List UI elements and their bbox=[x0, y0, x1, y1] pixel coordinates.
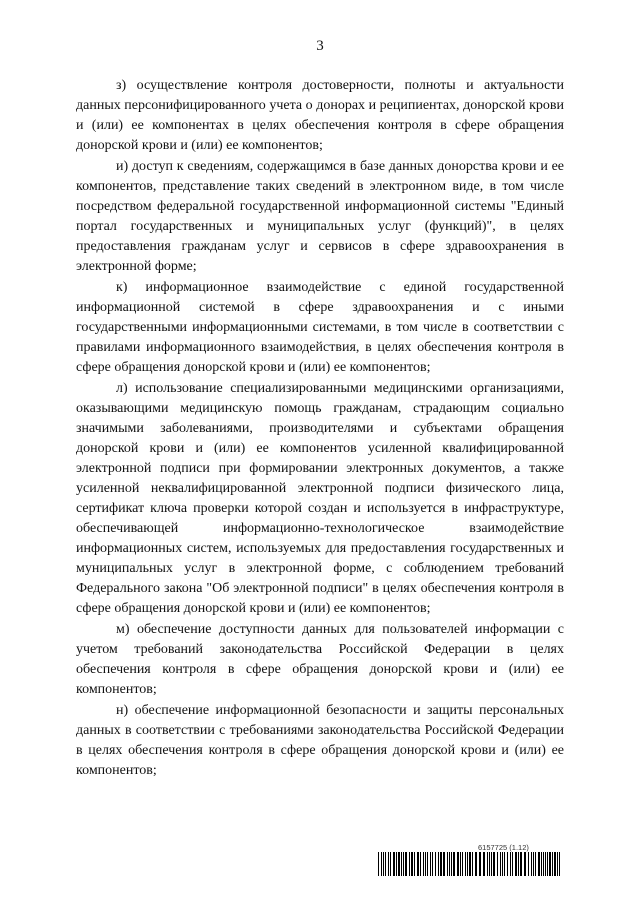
document-body bbox=[76, 76, 564, 782]
paragraph-i: и) доступ к сведениям, содержащимся в базе данных донорства крови и ее компонентов, представление таких сведений в электронном виде, в том числе посредством федеральной государственной информационной системы "Единый портал государственных и муниципальных услуг (функций)", в целях предоставления гражданам услуг и сервисов в сфере здравоохранения в электронной форме; bbox=[76, 159, 564, 274]
document-code: 6157725 (1.12) bbox=[478, 843, 529, 852]
paragraph-m: м) обеспечение доступности данных для пользователей информации с учетом требований законодательства Российской Федерации в целях обеспечения контроля в сфере обращения донорской крови и (или) ее компонентов; bbox=[76, 622, 564, 697]
page-number: 3 bbox=[316, 38, 324, 54]
paragraph-k: к) информационное взаимодействие с единой государственной информационной системой в сфере здравоохранения и с иными государственными информационными системами, в том числе в соответствии с правилами информационного взаимодействия, в целях обеспечения контроля в сфере обращения донорской крови и (или) ее компонентов; bbox=[76, 280, 564, 375]
paragraph-z: з) осуществление контроля достоверности, полноты и актуальности данных персонифицированного учета о донорах и реципиентах, донорской крови и (или) ее компонентах в целях обеспечения контроля в сфере обращения донорской крови и (или) ее компонентов; bbox=[76, 78, 564, 153]
paragraph-l: л) использование специализированными медицинскими организациями, оказывающими медицинскую помощь гражданам, страдающим социально значимыми заболеваниями, производителями и субъектами обращения донорской крови и (или) ее компонентов усиленной квалифицированной электронной подписи при формировании электронных документов, а также усиленной неквалифицированной электронной подписи физического лица, сертификат ключа проверки которой создан и используется в инфраструктуре, обеспечивающей информационно-технологическое взаимодействие информационных систем, используемых для предоставления государственных и муниципальных услуг в электронной форме, с соблюдением требований Федерального закона "Об электронной подписи" в целях обеспечения контроля в сфере обращения донорской крови и (или) ее компонентов; bbox=[76, 381, 564, 616]
barcode bbox=[378, 852, 562, 876]
paragraph-n: н) обеспечение информационной безопасности и защиты персональных данных в соответствии с требованиями законодательства Российской Федерации в целях обеспечения контроля в сфере обращения донорской крови и (или) ее компонентов; bbox=[76, 703, 564, 778]
